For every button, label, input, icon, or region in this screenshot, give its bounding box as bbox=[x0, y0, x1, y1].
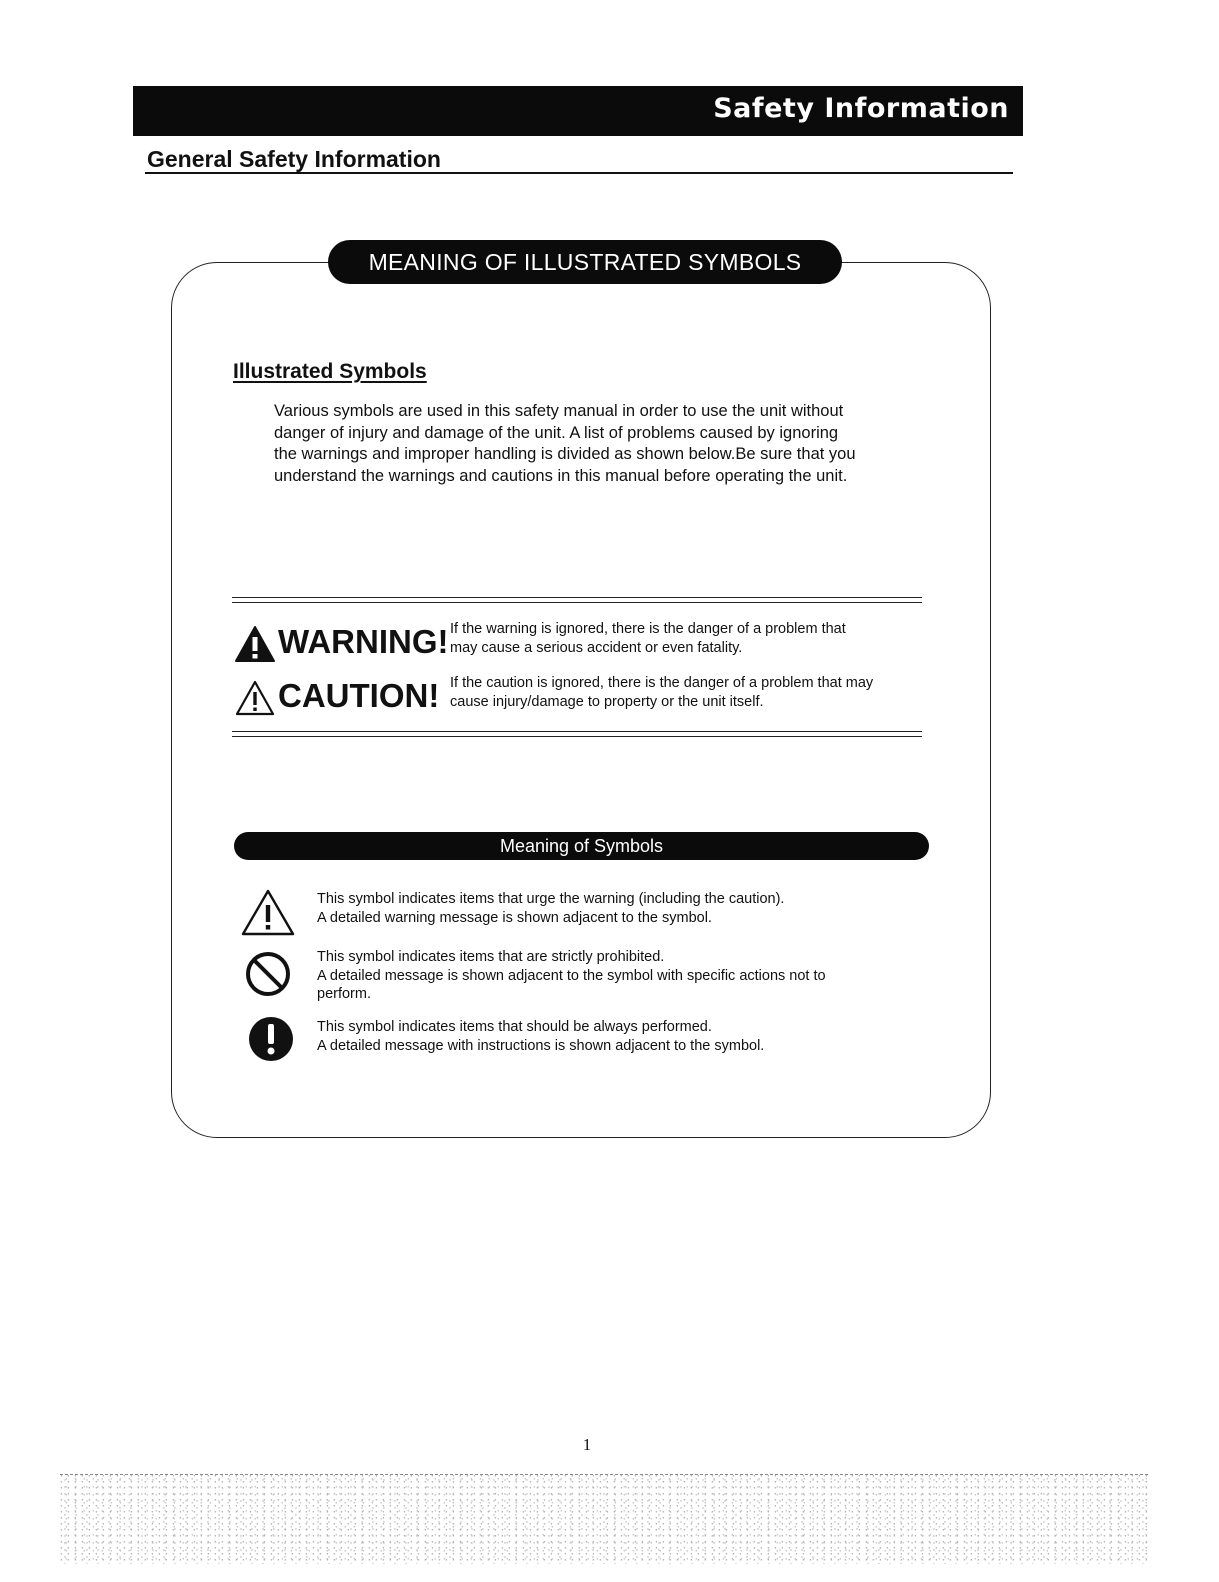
description-line: A detailed message is shown adjacent to the symbol with specific actions not to bbox=[317, 967, 826, 984]
description-line: If the warning is ignored, there is the danger of a problem that bbox=[450, 621, 846, 637]
warning-description bbox=[450, 620, 930, 658]
scan-noise-area bbox=[60, 1474, 1148, 1564]
illustrated-symbols-heading: Illustrated Symbols bbox=[233, 360, 427, 383]
description-line: may cause a serious accident or even fatality. bbox=[450, 640, 743, 656]
caution-label: CAUTION! bbox=[278, 677, 440, 714]
section-divider bbox=[145, 172, 1013, 174]
caution-description bbox=[450, 674, 930, 712]
mandatory-action-icon bbox=[240, 1014, 296, 1069]
symbol-description bbox=[317, 890, 917, 927]
description-line: This symbol indicates items that are strictly prohibited. bbox=[317, 949, 665, 965]
description-line: This symbol indicates items that urge the warning (including the caution). bbox=[317, 891, 785, 907]
intro-line: the warnings and improper handling is divided as shown below.Be sure that you bbox=[274, 445, 856, 463]
intro-line: Various symbols are used in this safety manual in order to use the unit without bbox=[274, 402, 844, 420]
intro-line: understand the warnings and cautions in this manual before operating the unit. bbox=[274, 466, 848, 485]
description-line: A detailed warning message is shown adjacent to the symbol. bbox=[317, 909, 712, 926]
meaning-of-symbols-title: Meaning of Symbols bbox=[499, 835, 664, 856]
meaning-of-symbols-pill bbox=[234, 832, 929, 860]
section-heading: General Safety Information bbox=[147, 146, 441, 172]
warning-triangle-icon bbox=[240, 888, 296, 943]
double-rule-bottom bbox=[232, 731, 922, 737]
description-line: This symbol indicates items that should be always performed. bbox=[317, 1019, 712, 1035]
description-line: cause injury/damage to property or the unit itself. bbox=[450, 694, 764, 710]
intro-line: danger of injury and damage of the unit. A list of problems caused by ignoring bbox=[274, 423, 839, 442]
symbol-description bbox=[317, 948, 917, 1004]
double-rule-top bbox=[232, 597, 922, 603]
panel-title: MEANING OF ILLUSTRATED SYMBOLS bbox=[368, 248, 802, 275]
warning-label: WARNING! bbox=[278, 623, 449, 660]
symbol-description bbox=[317, 1018, 917, 1055]
intro-paragraph bbox=[274, 401, 914, 487]
description-line: If the caution is ignored, there is the danger of a problem that may bbox=[450, 675, 874, 691]
description-line: A detailed message with instructions is shown adjacent to the symbol. bbox=[317, 1037, 765, 1054]
description-line: perform. bbox=[317, 986, 371, 1002]
filled-warning-triangle-icon bbox=[234, 625, 276, 668]
outline-caution-triangle-icon bbox=[234, 679, 276, 722]
panel-title-pill bbox=[328, 240, 842, 284]
header-title: Safety Information bbox=[713, 93, 1009, 124]
prohibited-icon bbox=[240, 946, 296, 1007]
page-number: 1 bbox=[582, 1435, 592, 1454]
header-bar bbox=[133, 86, 1023, 136]
